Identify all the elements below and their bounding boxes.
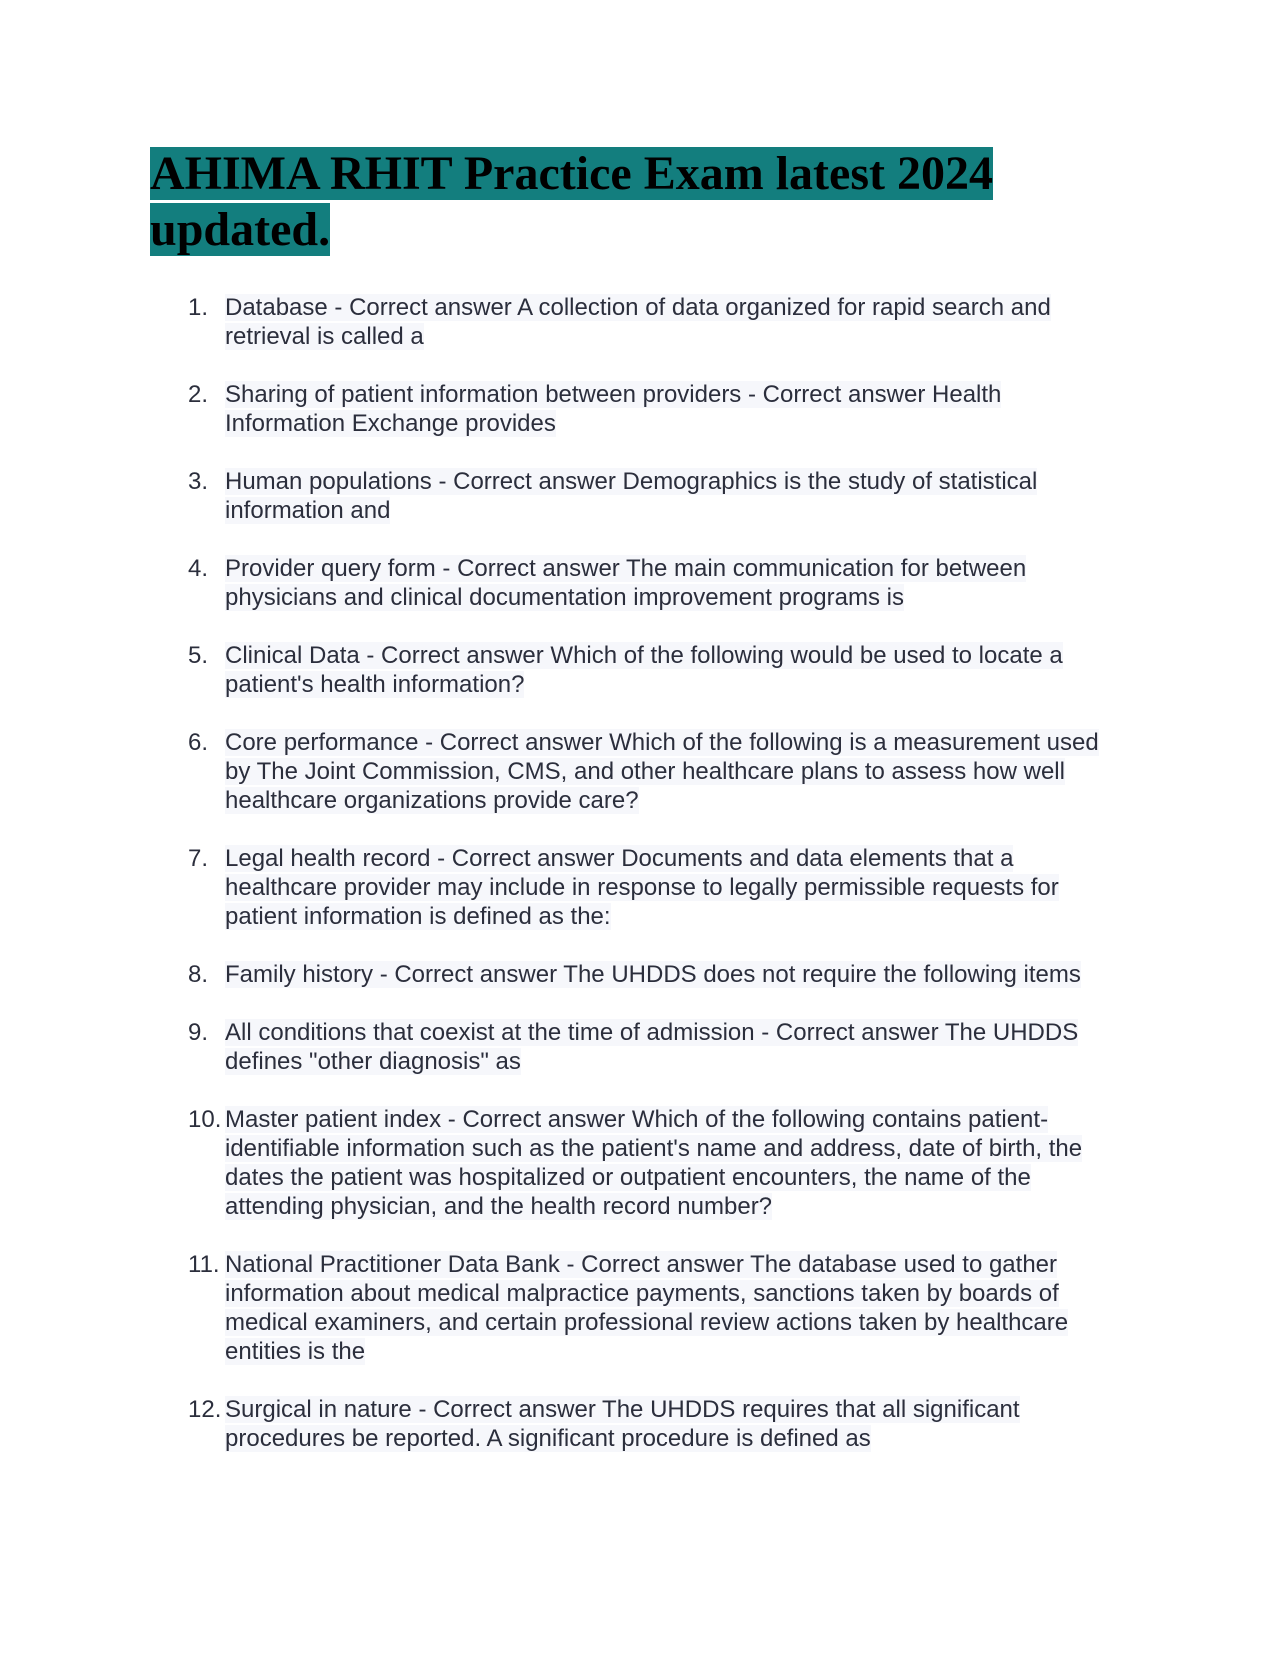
list-item: [180, 293, 1120, 351]
item-text: Surgical in nature - Correct answer The UHDDS requires that all significant procedures be reported. A significant procedure is defined as: [225, 1396, 1020, 1452]
list-item: [180, 844, 1120, 931]
list-item: [180, 1395, 1120, 1453]
list-item: [180, 467, 1120, 525]
item-text: National Practitioner Data Bank - Correct answer The database used to gather information about medical malpractice payments, sanctions taken by boards of medical examiners, and certain professional review actions taken by healthcare entities is the: [225, 1251, 1069, 1365]
item-number: 10.: [188, 1106, 222, 1133]
item-number: 2.: [188, 381, 209, 408]
item-number: 6.: [188, 729, 209, 756]
item-text: Sharing of patient information between providers - Correct answer Health Information Exchange provides: [225, 381, 1002, 437]
item-text: Provider query form - Correct answer The main communication for between physicians and clinical documentation improvement programs is: [225, 555, 1027, 611]
list-item: [180, 554, 1120, 612]
list-item: [180, 1105, 1120, 1221]
item-number: 4.: [188, 555, 209, 582]
item-text: Clinical Data - Correct answer Which of the following would be used to locate a patient's health information?: [225, 642, 1063, 698]
item-text: Master patient index - Correct answer Which of the following contains patient-identifiable information such as the patient's name and address, date of birth, the dates the patient was hospitalized or outpatient encounters, the name of the attending physician, and the health record number?: [225, 1106, 1083, 1220]
title-line-1: AHIMA RHIT Practice Exam latest 2024: [150, 147, 993, 200]
item-text: All conditions that coexist at the time of admission - Correct answer The UHDDS defines "other diagnosis" as: [225, 1019, 1079, 1075]
item-number: 3.: [188, 468, 209, 495]
title-line-2: updated.: [150, 203, 331, 256]
item-number: 11.: [188, 1251, 220, 1278]
document-title: [150, 146, 1050, 258]
question-answer-list: [180, 293, 1120, 1482]
item-number: 7.: [188, 845, 209, 872]
item-number: 1.: [188, 294, 209, 321]
item-text: Family history - Correct answer The UHDDS does not require the following items: [225, 961, 1081, 988]
list-item: [180, 1018, 1120, 1076]
item-text: Core performance - Correct answer Which of the following is a measurement used by The Joint Commission, CMS, and other healthcare plans to assess how well healthcare organizations provide care?: [225, 729, 1099, 814]
item-number: 12.: [188, 1396, 222, 1423]
list-item: [180, 641, 1120, 699]
item-text: Human populations - Correct answer Demographics is the study of statistical information and: [225, 468, 1038, 524]
item-number: 5.: [188, 642, 209, 669]
item-text: Legal health record - Correct answer Documents and data elements that a healthcare provider may include in response to legally permissible requests for patient information is defined as the:: [225, 845, 1059, 930]
item-number: 9.: [188, 1019, 209, 1046]
item-number: 8.: [188, 961, 209, 988]
item-text: Database - Correct answer A collection of data organized for rapid search and retrieval is called a: [225, 294, 1051, 350]
list-item: [180, 380, 1120, 438]
list-item: [180, 960, 1120, 989]
list-item: [180, 1250, 1120, 1366]
list-item: [180, 728, 1120, 815]
